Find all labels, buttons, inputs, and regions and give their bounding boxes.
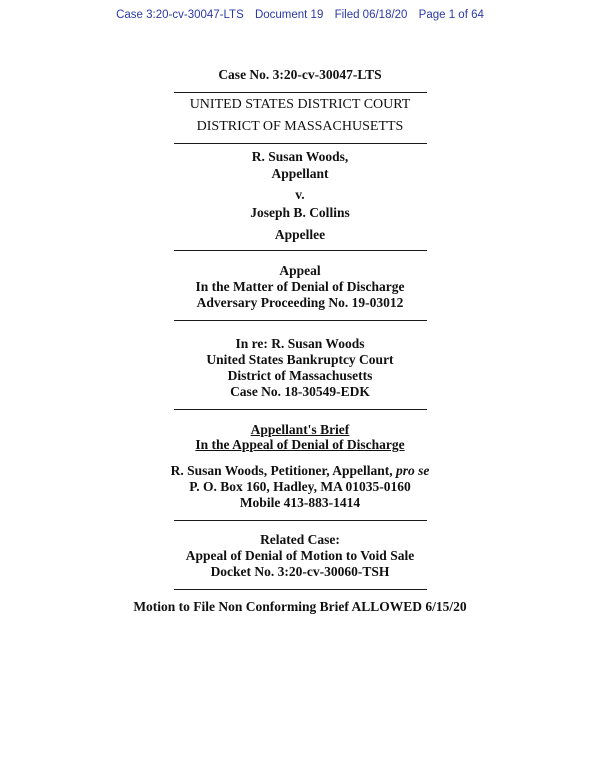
bankruptcy-case-number: Case No. 18-30549-EDK xyxy=(230,384,370,399)
appellee-name: Joseph B. Collins xyxy=(250,205,350,220)
divider xyxy=(174,320,427,321)
stamp-filed-date: Filed 06/18/20 xyxy=(334,9,408,21)
divider xyxy=(174,589,427,590)
related-case-docket: Docket No. 3:20-cv-30060-TSH xyxy=(210,564,390,579)
divider xyxy=(174,250,427,251)
appeal-title: Appeal xyxy=(279,263,321,278)
divider xyxy=(174,143,427,144)
adversary-proceeding: Adversary Proceeding No. 19-03012 xyxy=(196,295,404,310)
pro-se: pro se xyxy=(396,463,430,478)
in-re-line: In re: R. Susan Woods xyxy=(235,336,365,351)
stamp-case-number: Case 3:20-cv-30047-LTS xyxy=(116,9,244,21)
appellant-role: Appellant xyxy=(271,166,329,181)
versus: v. xyxy=(295,187,305,202)
petitioner-address: P. O. Box 160, Hadley, MA 01035-0160 xyxy=(189,479,411,494)
appellant-name: R. Susan Woods, xyxy=(251,149,349,164)
appellee-role: Appellee xyxy=(274,227,326,242)
court-district: DISTRICT OF MASSACHUSETTS xyxy=(196,119,404,134)
divider xyxy=(174,520,427,521)
petitioner-mobile: Mobile 413-883-1414 xyxy=(239,495,361,510)
bankruptcy-court: United States Bankruptcy Court xyxy=(206,352,394,367)
motion-note: Motion to File Non Conforming Brief ALLOWED 6/15/20 xyxy=(133,599,467,614)
case-number: Case No. 3:20-cv-30047-LTS xyxy=(218,67,382,82)
related-case-title: Related Case: xyxy=(260,532,340,547)
related-case-description: Appeal of Denial of Motion to Void Sale xyxy=(185,548,415,563)
appeal-matter: In the Matter of Denial of Discharge xyxy=(195,279,405,294)
bankruptcy-district: District of Massachusetts xyxy=(227,368,373,383)
brief-title: Appellant's Brief xyxy=(250,422,350,437)
stamp-page-count: Page 1 of 64 xyxy=(418,9,484,21)
petitioner-line xyxy=(0,463,600,479)
brief-subtitle: In the Appeal of Denial of Discharge xyxy=(195,437,405,452)
court-name: UNITED STATES DISTRICT COURT xyxy=(189,97,411,112)
divider xyxy=(174,409,427,410)
divider xyxy=(174,92,427,93)
petitioner-text: R. Susan Woods, Petitioner, Appellant, xyxy=(170,463,397,478)
stamp-document-number: Document 19 xyxy=(254,9,324,21)
